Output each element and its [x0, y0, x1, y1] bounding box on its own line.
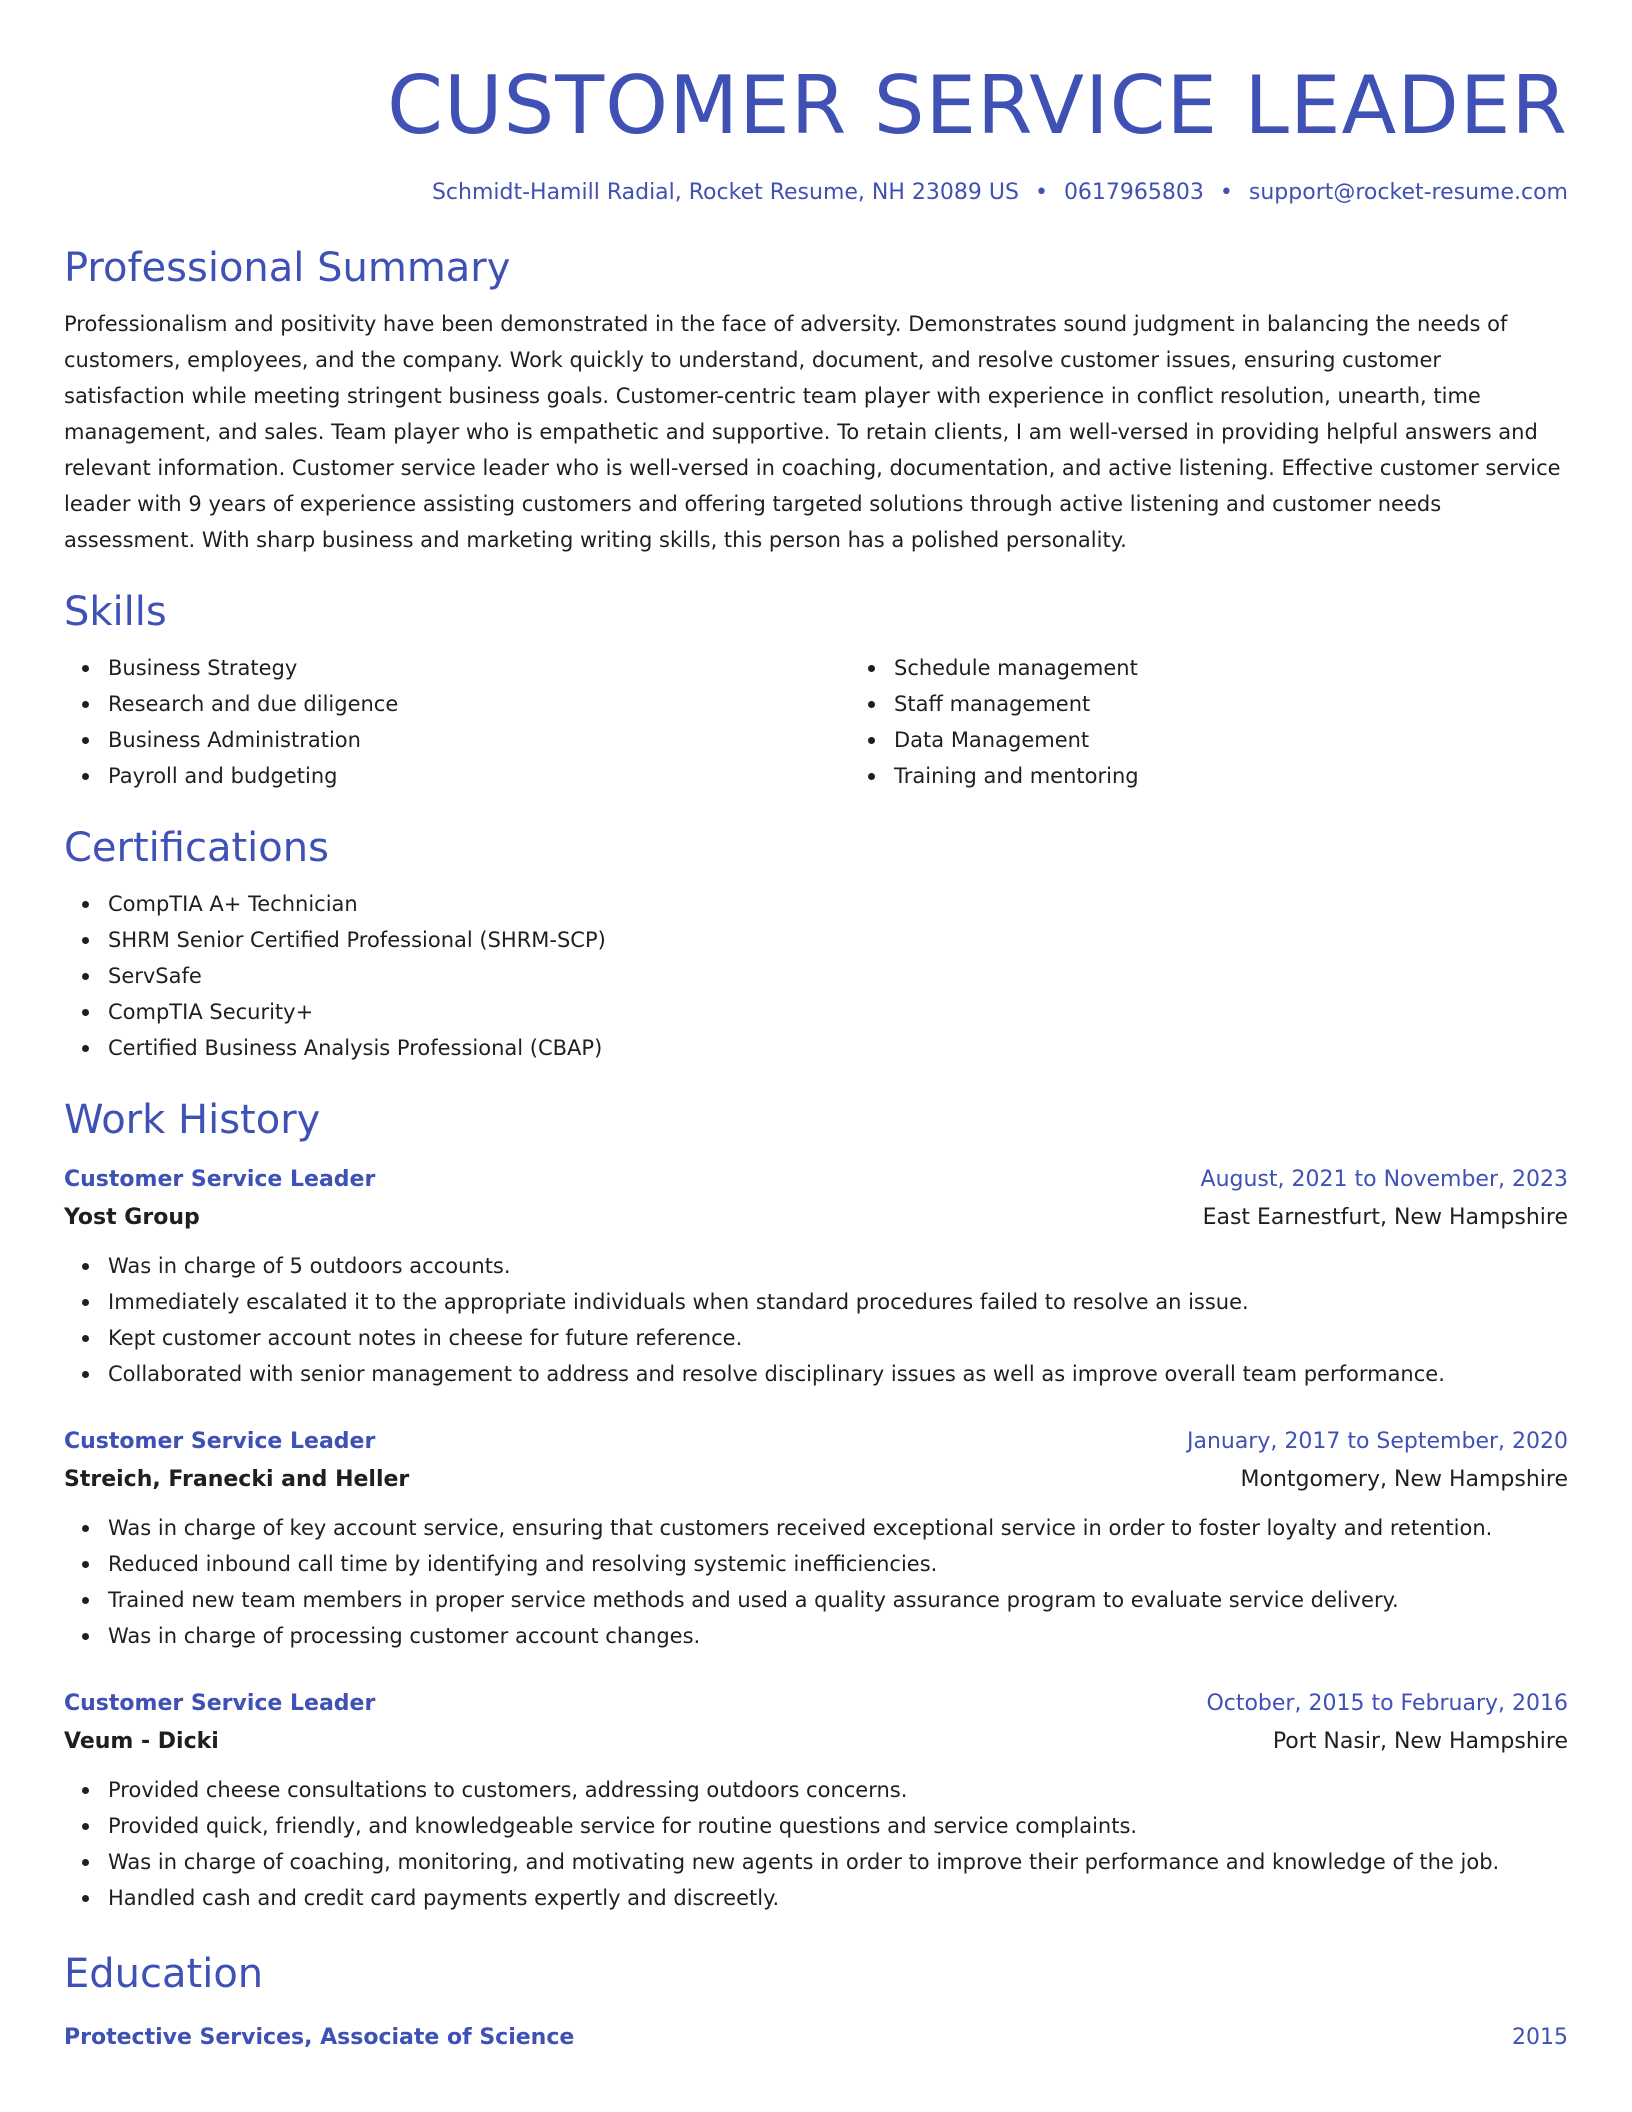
skill-item: Schedule management [894, 650, 1632, 686]
job-company-row [64, 1722, 1568, 1762]
job-location: Montgomery, New Hampshire [1240, 1467, 1568, 1492]
certifications-heading: Certifications [64, 825, 329, 871]
job-title: Customer Service Leader [64, 1429, 376, 1454]
job-bullet: Was in charge of processing customer account changes. [108, 1618, 1568, 1654]
contact-line [64, 176, 1568, 210]
education-entry [64, 2020, 1568, 2056]
job-bullet: Reduced inbound call time by identifying and resolving systemic inefficiencies. [108, 1546, 1568, 1582]
job-bullet: Was in charge of key account service, ensuring that customers received exceptional service in order to foster loyalty and retention. [108, 1510, 1568, 1546]
job-company-row [64, 1198, 1568, 1238]
job-bullets [64, 1772, 1568, 1916]
job-dates: January, 2017 to September, 2020 [1186, 1429, 1568, 1454]
job-location: Port Nasir, New Hampshire [1272, 1729, 1568, 1754]
job-bullet: Provided quick, friendly, and knowledgeable service for routine questions and service complaints. [108, 1808, 1568, 1844]
job-title: Customer Service Leader [64, 1167, 376, 1192]
skill-item: Business Strategy [108, 650, 850, 686]
job-title-row [64, 1162, 1568, 1198]
job-entry [64, 1424, 1568, 1654]
job-company: Yost Group [64, 1205, 200, 1230]
job-title-row [64, 1686, 1568, 1722]
skill-item: Staff management [894, 686, 1632, 722]
skill-item: Business Administration [108, 722, 850, 758]
skill-item: Data Management [894, 722, 1632, 758]
job-entry [64, 1162, 1568, 1392]
resume-title: CUSTOMER SERVICE LEADER [387, 59, 1568, 152]
job-title: Customer Service Leader [64, 1691, 376, 1716]
certification-item: Certified Business Analysis Professional (CBAP) [108, 1030, 1568, 1066]
certification-item: ServSafe [108, 958, 1568, 994]
job-entry [64, 1686, 1568, 1916]
job-company: Veum - Dicki [64, 1729, 219, 1754]
education-year: 2015 [1512, 2025, 1568, 2050]
job-bullet: Immediately escalated it to the appropriate individuals when standard procedures failed to resolve an issue. [108, 1284, 1568, 1320]
job-dates: August, 2021 to November, 2023 [1200, 1167, 1568, 1192]
skill-item: Training and mentoring [894, 758, 1632, 794]
skills-list-right [850, 650, 1632, 794]
resume-page [64, 0, 1568, 2056]
job-bullet: Handled cash and credit card payments expertly and discreetly. [108, 1880, 1568, 1916]
skills-heading: Skills [64, 589, 167, 635]
skills-columns [64, 650, 1568, 794]
certifications-list [64, 886, 1568, 1066]
contact-phone: 0617965803 [1063, 180, 1204, 205]
job-bullet: Provided cheese consultations to customers, addressing outdoors concerns. [108, 1772, 1568, 1808]
job-company: Streich, Franecki and Heller [64, 1467, 410, 1492]
certification-item: CompTIA Security+ [108, 994, 1568, 1030]
job-bullet: Was in charge of coaching, monitoring, and motivating new agents in order to improve their performance and knowledge of the job. [108, 1844, 1568, 1880]
contact-separator: • [1219, 180, 1233, 205]
job-bullets [64, 1248, 1568, 1392]
job-bullet: Kept customer account notes in cheese for future reference. [108, 1320, 1568, 1356]
job-dates: October, 2015 to February, 2016 [1206, 1691, 1568, 1716]
contact-email[interactable]: support@rocket-resume.com [1248, 180, 1568, 205]
skill-item: Research and due diligence [108, 686, 850, 722]
summary-heading: Professional Summary [64, 245, 511, 291]
work-history-heading: Work History [64, 1097, 321, 1143]
contact-address: Schmidt-Hamill Radial, Rocket Resume, NH 23089 US [431, 180, 1019, 205]
skills-list-left [64, 650, 850, 794]
certification-item: CompTIA A+ Technician [108, 886, 1568, 922]
job-location: East Earnestfurt, New Hampshire [1202, 1205, 1568, 1230]
education-heading: Education [64, 1951, 264, 1997]
job-bullets [64, 1510, 1568, 1654]
contact-separator: • [1034, 180, 1048, 205]
summary-text: Professionalism and positivity have been demonstrated in the face of adversity. Demonstrates sound judgment in balancing the needs of customers, employees, and the company. Work quickly to understand, document, and resolve customer issues, ensuring customer satisfaction while meeting stringent business goals. Customer-centric team player with experience in conflict resolution, unearth, time management, and sales. Team player who is empathetic and supportive. To retain clients, I am well-versed in providing helpful answers and relevant information. Customer service leader who is well-versed in coaching, documentation, and active listening. Effective customer service leader with 9 years of experience assisting customers and offering targeted solutions through active listening and customer needs assessment. With sharp business and marketing writing skills, this person has a polished personality. [64, 312, 1561, 552]
job-bullet: Was in charge of 5 outdoors accounts. [108, 1248, 1568, 1284]
certification-item: SHRM Senior Certified Professional (SHRM-SCP) [108, 922, 1568, 958]
skill-item: Payroll and budgeting [108, 758, 850, 794]
job-company-row [64, 1460, 1568, 1500]
job-bullet: Collaborated with senior management to address and resolve disciplinary issues as well as improve overall team performance. [108, 1356, 1568, 1392]
job-bullet: Trained new team members in proper service methods and used a quality assurance program to evaluate service delivery. [108, 1582, 1568, 1618]
education-degree: Protective Services, Associate of Science [64, 2025, 575, 2050]
job-title-row [64, 1424, 1568, 1460]
